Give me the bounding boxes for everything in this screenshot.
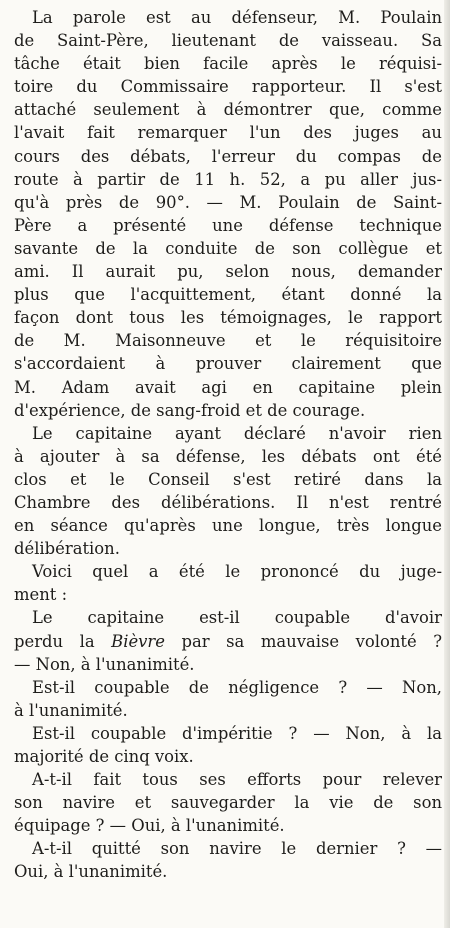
text-line: de Saint-Père, lieutenant de vaisseau. Sa xyxy=(14,31,442,51)
text-line: de M. Maisonneuve et le réquisitoire xyxy=(14,331,442,351)
text-fragment: par sa mauvaise volonté ? xyxy=(164,631,442,651)
text-line: l'avait fait remarquer l'un des juges au xyxy=(14,123,442,143)
text-line: Chambre des délibérations. Il n'est rentré xyxy=(14,492,442,512)
text-line: en séance qu'après une longue, très longue xyxy=(14,516,442,536)
text-line: A-t-il quitté son navire le dernier ? — xyxy=(32,839,442,859)
text-line: tâche était bien facile après le réquisi- xyxy=(14,54,442,74)
text-line: Oui, à l'unanimité. xyxy=(14,862,168,882)
text-line: toire du Commissaire rapporteur. Il s'est xyxy=(14,77,442,97)
text-line: cours des débats, l'erreur du compas de xyxy=(14,146,442,166)
text-line: d'expérience, de sang-froid et de courage. xyxy=(14,400,366,420)
text-line: équipage ? — Oui, à l'unanimité. xyxy=(14,816,285,836)
text-line xyxy=(14,630,442,653)
text-line: majorité de cinq voix. xyxy=(14,747,194,766)
text-line: Voici quel a été le prononcé du juge- xyxy=(32,562,442,582)
text-line: Père a présenté une défense technique xyxy=(14,215,442,235)
text-line: façon dont tous les témoignages, le rapport xyxy=(14,308,442,328)
text-line: Le capitaine ayant déclaré n'avoir rien xyxy=(32,423,442,443)
text-line: délibération. xyxy=(14,539,120,559)
text-line: s'accordaient à prouver clairement que xyxy=(14,354,442,374)
text-line: à ajouter à sa défense, les débats ont été xyxy=(14,446,442,466)
text-line: M. Adam avait agi en capitaine plein xyxy=(14,377,442,397)
text-line: route à partir de 11 h. 52, a pu aller jus- xyxy=(14,169,442,189)
text-line: — Non, à l'unanimité. xyxy=(14,654,195,674)
ship-name: Bièvre xyxy=(111,631,165,651)
text-line: Le capitaine est-il coupable d'avoir xyxy=(32,608,442,628)
text-line: clos et le Conseil s'est retiré dans la xyxy=(14,469,442,489)
text-line: A-t-il fait tous ses efforts pour relever xyxy=(32,770,442,790)
text-line: ment : xyxy=(14,585,68,605)
text-line: savante de la conduite de son collègue et xyxy=(14,238,442,258)
text-line: à l'unanimité. xyxy=(14,700,128,720)
paragraph-question-dernier xyxy=(14,837,442,883)
paragraph-question-efforts xyxy=(14,768,442,837)
paragraph-question-imperitie xyxy=(14,722,442,768)
text-fragment: perdu la xyxy=(14,631,112,651)
text-line: Est-il coupable de négligence ? — Non, xyxy=(32,677,442,697)
article-column xyxy=(14,6,442,884)
text-line: La parole est au défenseur, M. Poulain xyxy=(32,8,442,27)
text-line: plus que l'acquittement, étant donné la xyxy=(14,285,442,305)
paragraph-question-negligence xyxy=(14,676,442,722)
text-line: qu'à près de 90°. — M. Poulain de Saint- xyxy=(14,192,442,212)
text-line: ami. Il aurait pu, selon nous, demander xyxy=(14,262,442,282)
page-edge-shadow xyxy=(444,0,450,928)
text-line: attaché seulement à démontrer que, comme xyxy=(14,100,442,120)
paragraph-deliberation xyxy=(14,422,442,561)
paragraph-defense xyxy=(14,6,442,422)
text-line: son navire et sauvegarder la vie de son xyxy=(14,793,442,813)
paragraph-question-volonte xyxy=(14,606,442,675)
paragraph-verdict-intro xyxy=(14,560,442,606)
text-line: Est-il coupable d'impéritie ? — Non, à la xyxy=(32,723,442,743)
